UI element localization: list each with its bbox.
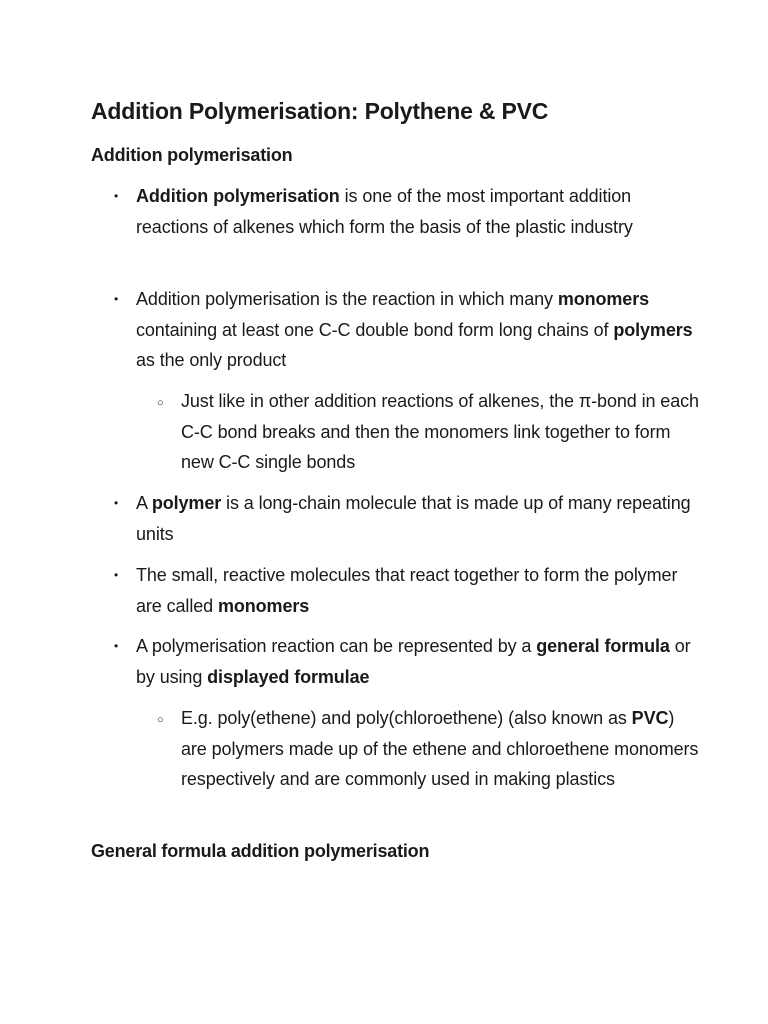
list-item	[114, 631, 696, 692]
bullet-marker: •	[114, 292, 119, 306]
bold-term: polymer	[151, 493, 222, 513]
item-text: is one of the most important addition reactions of alkenes which form the basis of the plastic industry	[136, 186, 633, 237]
item-text: Just like in other addition reactions of alkenes, the π-bond in each C-C bond breaks and then the monomers link together to form new C-C single bonds	[181, 391, 699, 472]
item-text: is a long-chain molecule that is made up of many repeating units	[136, 493, 691, 544]
bold-term: monomers	[557, 289, 650, 309]
page-title: Addition Polymerisation: Polythene & PVC	[91, 98, 549, 124]
item-text: A	[136, 493, 152, 513]
bold-term: displayed formulae	[207, 666, 370, 687]
item-text: or by using	[136, 636, 691, 687]
item-text: The small, reactive molecules that react together to form the polymer are called	[136, 565, 678, 616]
item-text: as the only product	[136, 350, 287, 370]
item-text: ) are polymers made up of the ethene and chloroethene monomers respectively and are commonly used in making plastics	[181, 708, 699, 789]
bullet-marker: •	[114, 496, 119, 510]
bullet-marker: •	[114, 189, 119, 203]
bullet-marker: •	[114, 568, 119, 582]
bold-term: PVC	[631, 708, 669, 728]
item-text: E.g. poly(ethene) and poly(chloroethene) (also known as	[181, 708, 632, 728]
list-item	[114, 560, 696, 621]
item-text: containing at least one C-C double bond form long chains of	[136, 319, 614, 340]
bold-term: polymers	[613, 319, 693, 340]
item-text: A polymerisation reaction can be represented by a	[136, 636, 537, 656]
list-item	[114, 181, 696, 242]
sub-list-item	[157, 386, 701, 478]
list-item	[114, 488, 696, 549]
sub-bullet-marker: ○	[157, 397, 164, 409]
bullet-marker: •	[114, 639, 119, 653]
bold-term: general formula	[536, 636, 670, 656]
bold-term: monomers	[217, 595, 310, 616]
bold-term: Addition polymerisation	[136, 186, 340, 206]
sub-bullet-marker: ○	[157, 714, 164, 726]
section-heading-addition-polymerisation: Addition polymerisation	[91, 145, 293, 165]
sub-list-item	[157, 703, 701, 795]
section-heading-general-formula: General formula addition polymerisation	[91, 841, 430, 861]
list-item	[114, 284, 696, 376]
item-text: Addition polymerisation is the reaction in which many	[136, 289, 558, 309]
